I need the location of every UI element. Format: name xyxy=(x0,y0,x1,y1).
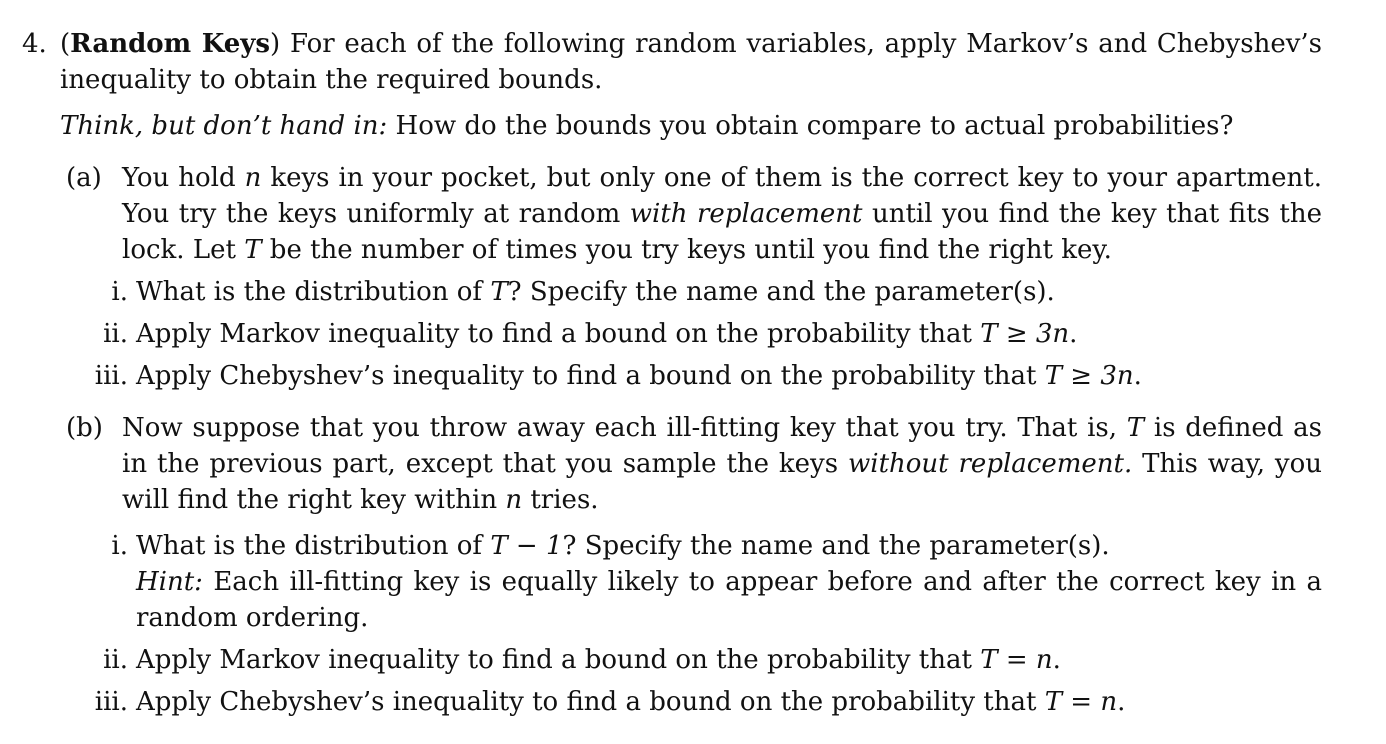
item-math: T = n xyxy=(980,645,1053,675)
part-b-text-1: Now suppose that you throw away each ill-fitting key that you try. That is, xyxy=(122,413,1118,443)
problem-intro: For each of the following random variables, apply Markov’s and Chebyshev’s inequality to obtain the required bounds. xyxy=(60,29,1323,95)
part-a-text xyxy=(122,160,1322,268)
part-a-label: (a) xyxy=(66,163,102,193)
problem-number: 4. xyxy=(22,29,47,59)
item-text xyxy=(136,316,1322,352)
item-rest: . xyxy=(1133,361,1142,391)
item-math: T xyxy=(490,277,508,307)
part-a xyxy=(66,160,1322,268)
problem-header xyxy=(22,26,1322,98)
problem-title-open: ( xyxy=(60,29,71,59)
item-text xyxy=(136,684,1322,720)
var-T: T xyxy=(1126,413,1145,443)
item-label: ii. xyxy=(103,645,128,675)
part-b-text xyxy=(122,410,1322,518)
item-rest: . xyxy=(1117,687,1126,717)
part-b-emphasis: without replacement. xyxy=(848,449,1133,479)
part-a-item-ii xyxy=(22,316,1322,352)
part-b-text-4: tries. xyxy=(530,485,599,515)
item-math: T − 1 xyxy=(490,531,563,561)
item-label: ii. xyxy=(103,319,128,349)
item-text xyxy=(136,528,1322,636)
hint-text: Each ill-fitting key is equally likely to appear before and after the correct key in a random ordering. xyxy=(136,567,1322,633)
item-rest: ? Specify the name and the parameter(s). xyxy=(507,277,1055,307)
var-n: n xyxy=(505,485,523,515)
problem-intro-block xyxy=(60,26,1322,98)
item-label: i. xyxy=(111,531,128,561)
item-question: Apply Markov inequality to find a bound on the probability that xyxy=(136,645,972,675)
part-a-text-3: until you find the key that fits the lock. Let xyxy=(122,199,1322,265)
item-text xyxy=(136,642,1322,678)
var-T: T xyxy=(244,235,262,265)
item-rest: . xyxy=(1052,645,1061,675)
problem-title-close: ) xyxy=(270,29,281,59)
item-question: What is the distribution of xyxy=(136,277,483,307)
problem-title: Random Keys xyxy=(70,29,271,59)
part-a-text-1: You hold xyxy=(122,163,236,193)
part-a-emphasis: with replacement xyxy=(629,199,863,229)
item-label: i. xyxy=(111,277,128,307)
part-b-text-2: is defined as in the previous part, except that you sample the keys xyxy=(122,413,1323,479)
item-math: T = n xyxy=(1044,687,1118,717)
var-n: n xyxy=(244,163,262,193)
think-note xyxy=(60,108,1322,144)
part-b-item-ii xyxy=(22,642,1322,678)
part-b-item-iii xyxy=(22,684,1322,720)
part-b xyxy=(66,410,1322,518)
item-rest: ? Specify the name and the parameter(s). xyxy=(562,531,1110,561)
item-math: T ≥ 3n xyxy=(1044,361,1134,391)
part-a-item-i xyxy=(22,274,1322,310)
item-label: iii. xyxy=(94,361,128,391)
part-a-text-2: keys in your pocket, but only one of them is the correct key to your apartment. You try the keys uniformly at random xyxy=(122,163,1322,229)
item-question: Apply Chebyshev’s inequality to find a bound on the probability that xyxy=(136,361,1037,391)
part-b-label: (b) xyxy=(66,413,103,443)
think-text: How do the bounds you obtain compare to actual probabilities? xyxy=(395,111,1234,141)
item-label: iii. xyxy=(94,687,128,717)
item-text xyxy=(136,358,1322,394)
part-a-item-iii xyxy=(22,358,1322,394)
item-question: Apply Markov inequality to find a bound on the probability that xyxy=(136,319,972,349)
hint-label: Hint: xyxy=(136,567,203,597)
item-math: T ≥ 3n xyxy=(980,319,1070,349)
part-a-text-4: be the number of times you try keys until you find the right key. xyxy=(269,235,1112,265)
item-text xyxy=(136,274,1322,310)
item-rest: . xyxy=(1069,319,1078,349)
problem-document xyxy=(22,26,1322,720)
part-b-text-3: This way, you will find the right key within xyxy=(122,449,1323,515)
part-b-item-i xyxy=(22,528,1322,636)
item-question: What is the distribution of xyxy=(136,531,483,561)
think-label: Think, but don’t hand in: xyxy=(60,111,388,141)
item-question: Apply Chebyshev’s inequality to find a bound on the probability that xyxy=(136,687,1037,717)
